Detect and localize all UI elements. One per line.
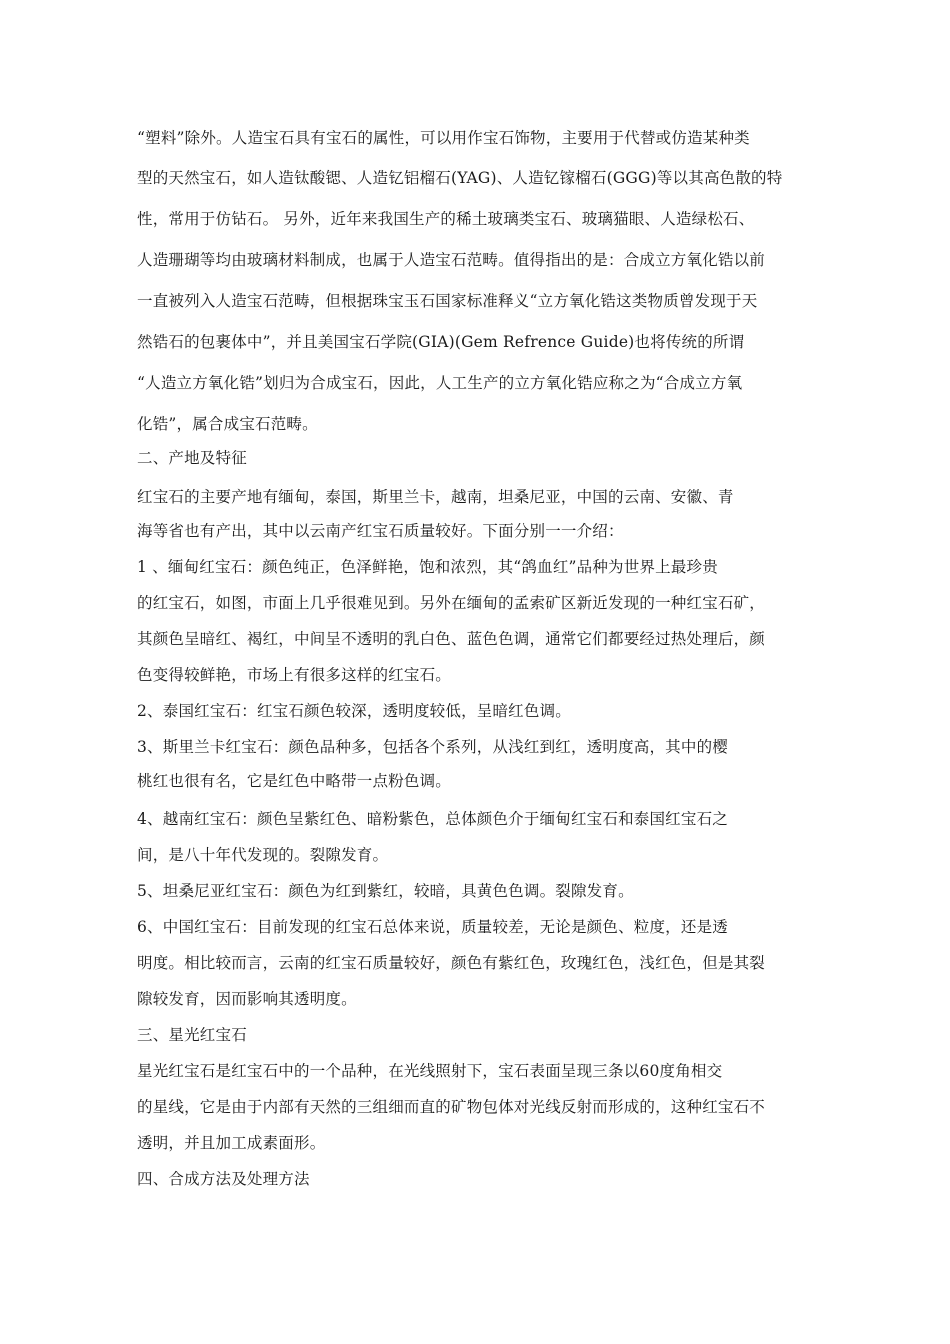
- text-line: 4、越南红宝石：颜色呈紫红色、暗粉紫色，总体颜色介于缅甸红宝石和泰国红宝石之: [137, 810, 728, 828]
- text-line: 色变得较鲜艳，市场上有很多这样的红宝石。: [137, 666, 452, 684]
- section-heading: 四、合成方法及处理方法: [137, 1170, 310, 1188]
- text-line: 5、坦桑尼亚红宝石：颜色为红到紫红，较暗，具黄色色调。裂隙发育。: [137, 882, 634, 900]
- text-line: “人造立方氧化锆”划归为合成宝石，因此，人工生产的立方氧化锆应称之为“合成立方氧: [137, 374, 743, 392]
- text-line: 红宝石的主要产地有缅甸，泰国，斯里兰卡，越南，坦桑尼亚，中国的云南、安徽、青: [137, 488, 734, 506]
- text-line: “塑料”除外。人造宝石具有宝石的属性，可以用作宝石饰物，主要用于代替或仿造某种类: [137, 129, 750, 147]
- text-line: 然锆石的包裹体中”，并且美国宝石学院(GIA)(Gem Refrence Guide)也将传统的所谓: [137, 333, 745, 351]
- text-line: 的红宝石，如图，市面上几乎很难见到。另外在缅甸的孟索矿区新近发现的一种红宝石矿，: [137, 594, 766, 612]
- text-line: 的星线，它是由于内部有天然的三组细而直的矿物包体对光线反射而形成的，这种红宝石不: [137, 1098, 766, 1116]
- text-line: 透明，并且加工成素面形。: [137, 1134, 326, 1152]
- text-line: 人造珊瑚等均由玻璃材料制成，也属于人造宝石范畴。值得指出的是：合成立方氧化锆以前: [137, 251, 766, 269]
- text-line: 桃红也很有名，它是红色中略带一点粉色调。: [137, 772, 452, 790]
- text-line: 2、泰国红宝石：红宝石颜色较深，透明度较低，呈暗红色调。: [137, 702, 571, 720]
- text-line: 型的天然宝石，如人造钛酸锶、人造钇铝榴石(YAG)、人造钇镓榴石(GGG)等以其高色散的特: [137, 169, 783, 187]
- text-line: 1 、缅甸红宝石：颜色纯正，色泽鲜艳，饱和浓烈，其“鸽血红”品种为世界上最珍贵: [137, 558, 718, 576]
- text-line: 隙较发育，因而影响其透明度。: [137, 990, 357, 1008]
- text-line: 化锆”，属合成宝石范畴。: [137, 415, 318, 433]
- text-line: 一直被列入人造宝石范畴，但根据珠宝玉石国家标准释义“立方氧化锆这类物质曾发现于天: [137, 292, 758, 310]
- text-line: 海等省也有产出，其中以云南产红宝石质量较好。下面分别一一介绍：: [137, 522, 624, 540]
- text-line: 3、斯里兰卡红宝石：颜色品种多，包括各个系列，从浅红到红，透明度高，其中的樱: [137, 738, 728, 756]
- text-line: 性，常用于仿钻石。 另外，近年来我国生产的稀土玻璃类宝石、玻璃猫眼、人造绿松石、: [137, 210, 755, 228]
- section-heading: 三、星光红宝石: [137, 1026, 247, 1044]
- text-line: 间，是八十年代发现的。裂隙发育。: [137, 846, 389, 864]
- section-heading: 二、产地及特征: [137, 449, 247, 467]
- text-line: 明度。相比较而言，云南的红宝石质量较好，颜色有紫红色，玫瑰红色，浅红色，但是其裂: [137, 954, 766, 972]
- text-line: 星光红宝石是红宝石中的一个品种，在光线照射下，宝石表面呈现三条以60度角相交: [137, 1062, 723, 1080]
- text-line: 6、中国红宝石：目前发现的红宝石总体来说，质量较差，无论是颜色、粒度，还是透: [137, 918, 728, 936]
- text-line: 其颜色呈暗红、褐红，中间呈不透明的乳白色、蓝色色调，通常它们都要经过热处理后，颜: [137, 630, 766, 648]
